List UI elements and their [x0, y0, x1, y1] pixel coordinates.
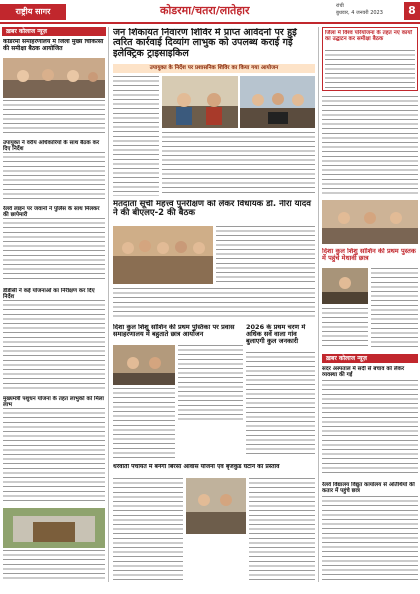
left-story-headline-4: डीडीसी ने कई योजनाओं का निरीक्षण कर दिए निर्देश: [3, 288, 95, 301]
left-column-label: ख़बर कोलाज न्यूज़: [2, 27, 106, 36]
right-story-body-1b: [322, 96, 418, 196]
center-story-headline-4: धरवाती पंचायत में बनेगी बिरसा आवास योजना एवं बृजकुंड घटाने का प्रस्ताव: [113, 464, 280, 470]
left-story-body-1: [3, 100, 105, 134]
center-story-photo-2: [113, 345, 175, 385]
section-title: कोडरमा/चतरा/लातेहार: [160, 4, 250, 17]
center-story-photo-1: [113, 226, 213, 284]
lead-subhead: उपायुक्त के निर्देश पर प्रशासनिक शिविर का किया गया आयोजन: [113, 64, 315, 73]
left-story-body-5: [3, 408, 105, 504]
center-story-headline-1: मतदाता सूची महत्त्व पुनरीक्षण को लेकर विधायक डॉ. नीरा यादव ने की बीएलए-2 की बैठक: [113, 200, 311, 219]
left-story-headline-5: मुख्यमंत्री पशुधन योजना के तहत लाभुकों को मिला लाभ: [3, 396, 104, 409]
paper-logo: राष्ट्रीय सागर: [0, 4, 66, 20]
center-story-body-3: [246, 352, 315, 458]
right-story-photo-1: [322, 200, 418, 244]
center-story-body-1: [216, 226, 315, 284]
left-story-photo-2: [3, 508, 105, 548]
lead-headline: जन शिकायत निवारण शिविर में प्राप्त आवेदनों पर हुई त्वरित कार्रवाई दिव्यांग लाभुक को उपलब्ध कराई गई इलेक्ट्रिक ट्राइसाइकिल: [113, 28, 297, 59]
center-story-body-4b: [249, 478, 315, 580]
right-story-headline-2: दिशा कुल शिशु सोशिन की प्रथम पुस्तक में पहुंचे मेधावी छात्र: [322, 248, 416, 263]
right-column-label: ख़बर कोलाज न्यूज़: [322, 354, 418, 363]
lead-photo-1: [162, 76, 238, 128]
center-story-body-4a: [113, 478, 183, 580]
masthead-rule: [0, 22, 420, 24]
masthead: [0, 0, 420, 22]
center-story-headline-2: दिशा कुल शिशु सोशिन की प्रथम पुस्तिका पर प्रवास समाहरणालय में बहुताते छात्र आयोजन: [113, 324, 235, 339]
right-story-headline-1: जिला में विश्व परियोजना के तहत नए कार्यों का उद्घाटन कर समीक्षा बैठक: [325, 30, 412, 43]
right-story-body-2: [371, 268, 418, 348]
page-footer: [0, 584, 420, 594]
left-story-body-3: [3, 218, 105, 282]
left-story-headline-2: उपायुक्त ने वरीय अधिकारियों के साथ बैठक कर दिए निर्देश: [3, 140, 100, 153]
right-story-photo-2: [322, 268, 368, 304]
center-story-body-2b: [113, 388, 175, 458]
right-story-body-4: [322, 496, 418, 580]
center-story-body-2: [178, 345, 243, 420]
page-number: 8: [404, 2, 420, 20]
column-separator-right: [318, 27, 319, 582]
right-story-headline-4: रेलवे विद्यालय विद्युत कार्यालय से अतिथियों की कतार में पहुंचे छात्र: [322, 482, 415, 495]
right-story-headline-3: सदर अस्पताल में सर्दी से बचाव को लेकर व्यवस्था की गई: [322, 366, 405, 379]
left-story-body-6: [3, 550, 105, 580]
left-story-headline-1: कोडरमा समाहरणालय में जिला मुख्य चिकित्सा की समीक्षा बैठक आयोजित: [3, 39, 104, 52]
right-story-body-3: [322, 380, 418, 476]
date-line: रांची बुधवार, 4 जनवरी 2023: [336, 3, 383, 16]
left-story-photo-1: [3, 58, 105, 98]
lead-photo-2: [240, 76, 315, 128]
column-separator-left: [108, 27, 109, 582]
center-story-photo-4: [186, 478, 246, 534]
right-story-body-2b: [322, 308, 368, 348]
left-story-body-4: [3, 300, 105, 390]
lead-body-col1: [113, 76, 159, 196]
lead-body-col2: [162, 132, 315, 196]
right-story-body-1: [325, 50, 415, 88]
left-story-headline-3: रेलवे लाइन पर जवानों ने पुलिस के साथ मिलकर की छापेमारी: [3, 206, 100, 219]
left-story-body-2: [3, 152, 105, 200]
center-story-body-1b: [113, 288, 315, 320]
center-story-headline-3: 2026 के प्रथम चरण में अधिक सर्वे वाला गांव बुलाएगी कुल जनकारी: [246, 324, 306, 346]
